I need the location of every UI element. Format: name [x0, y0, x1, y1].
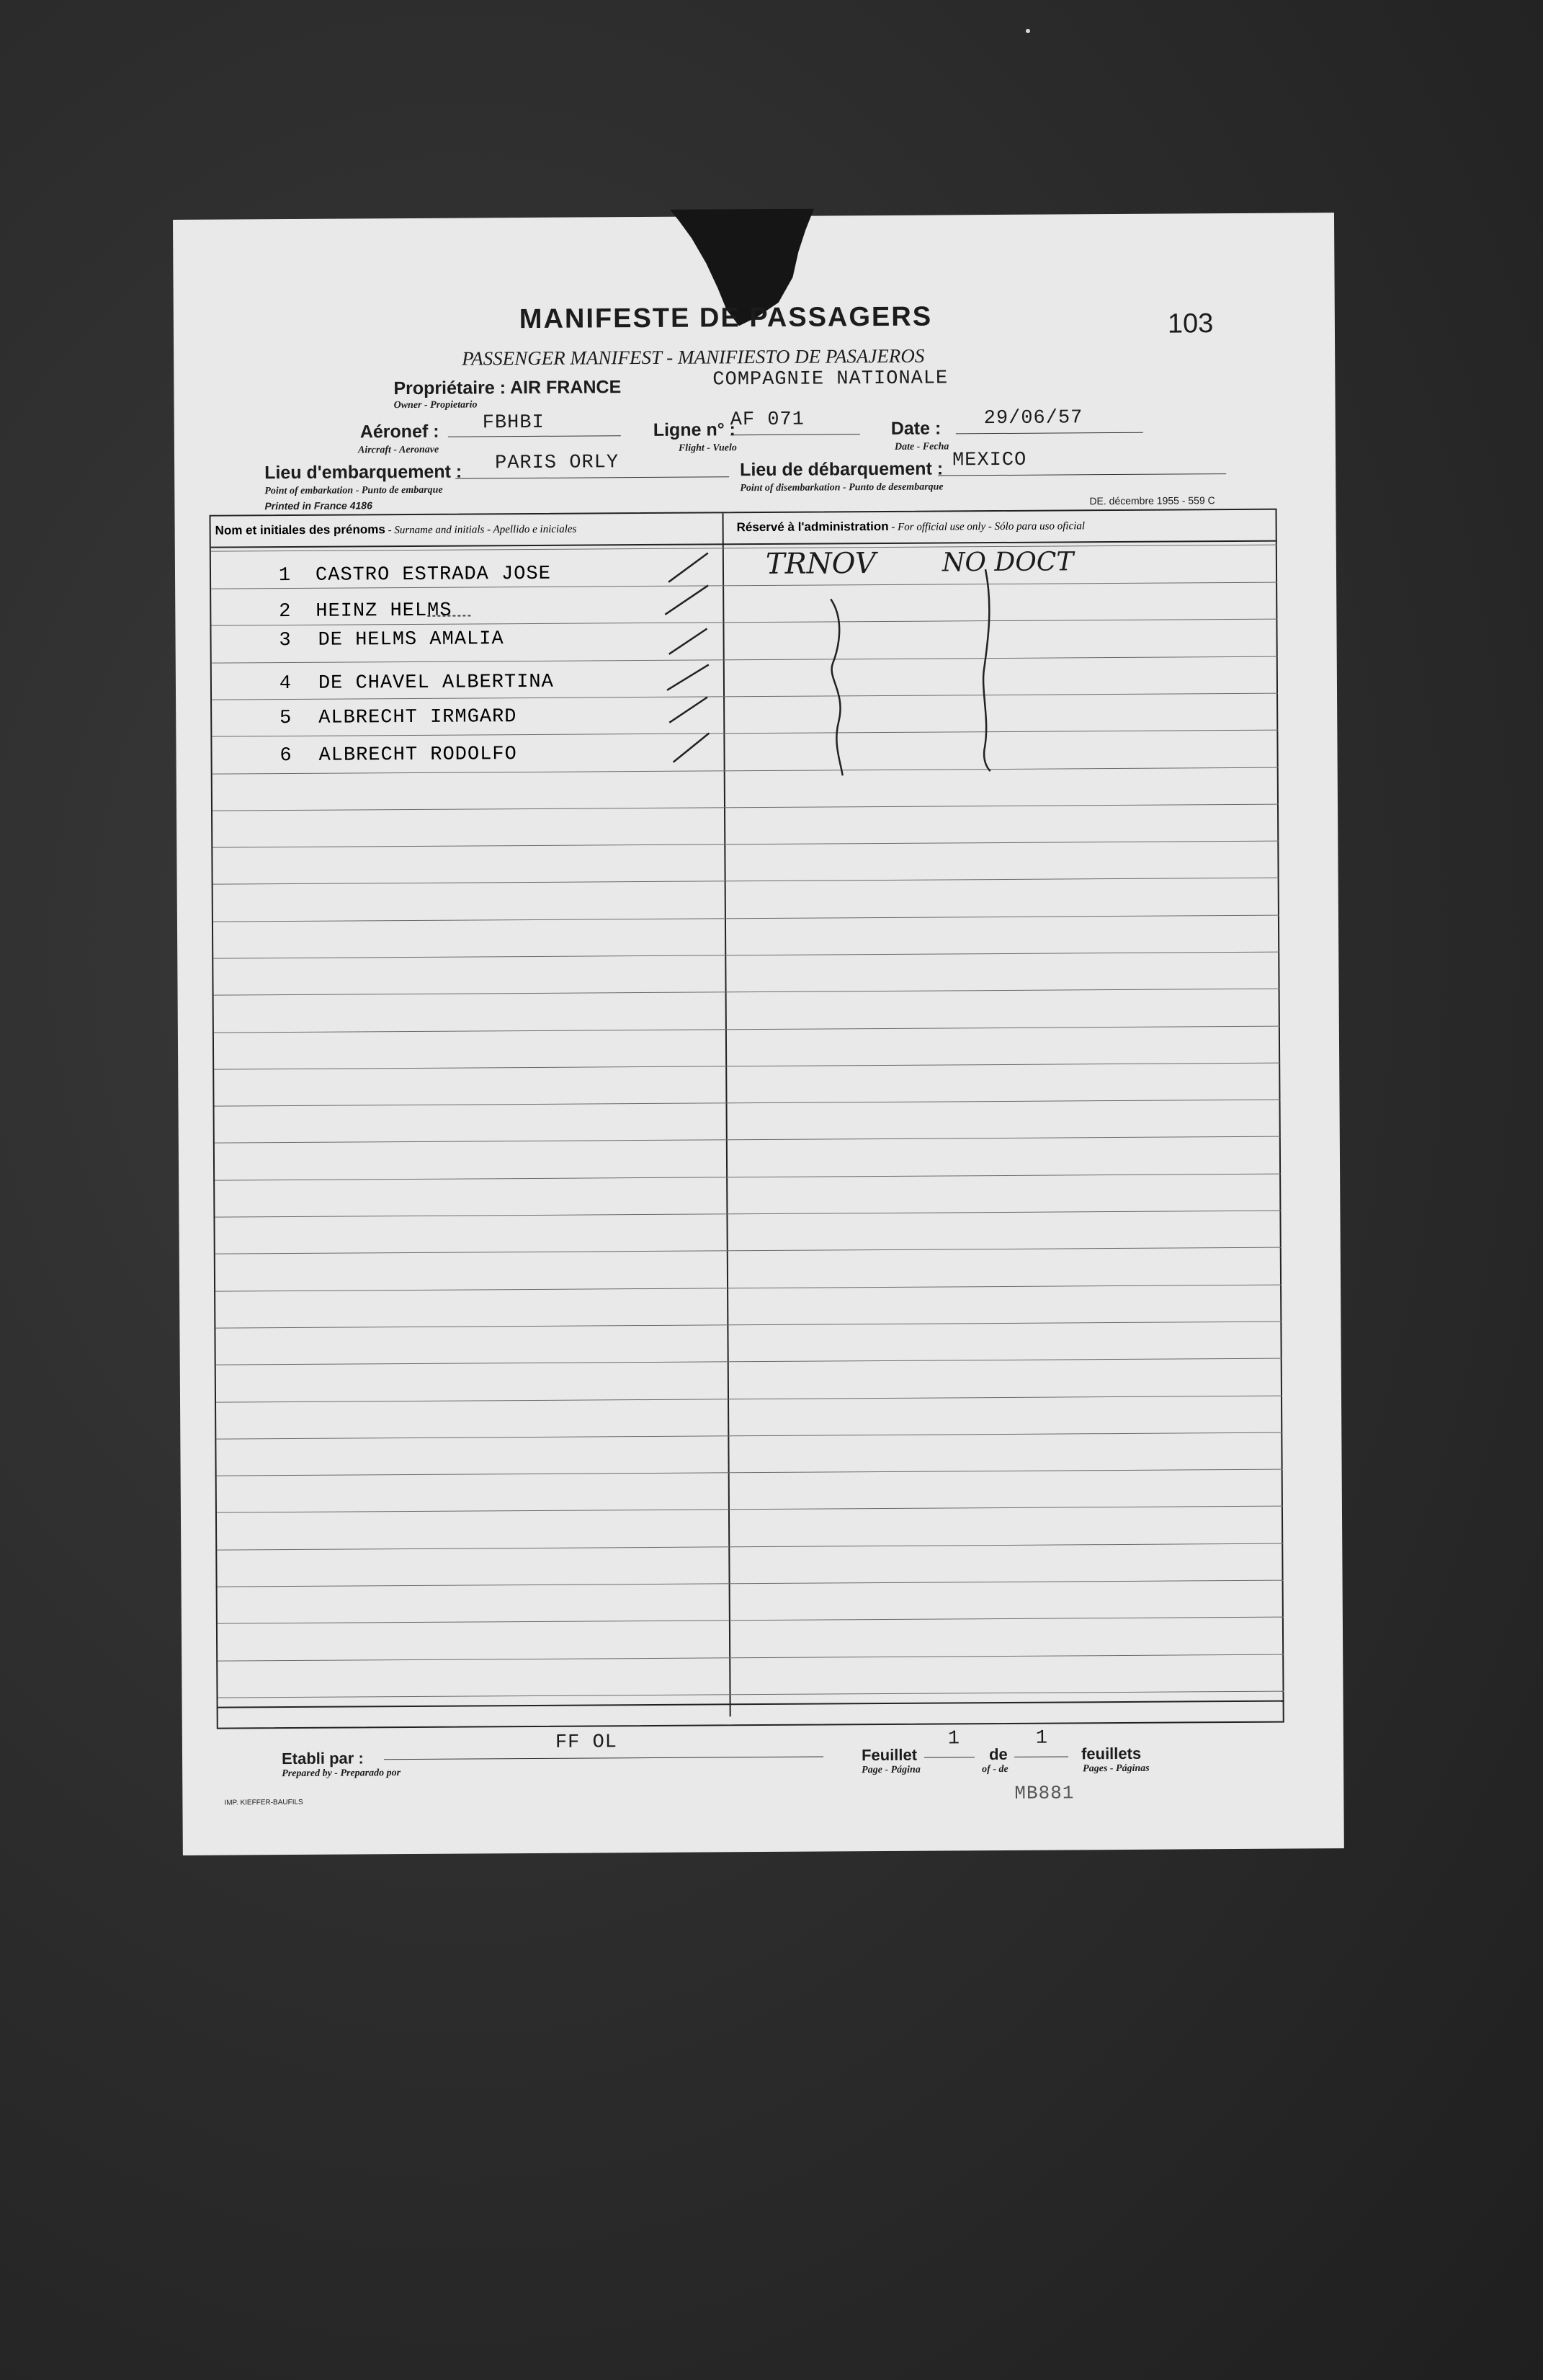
ruled-line — [215, 1285, 1282, 1292]
flight-label: Ligne n° : — [653, 419, 736, 440]
manifest-sheet — [173, 213, 1344, 1855]
ruled-line — [216, 1432, 1282, 1440]
owner-label: Propriétaire : AIR FRANCE — [393, 377, 622, 399]
sheet-label: Feuillet — [861, 1745, 918, 1765]
ruled-line — [215, 1211, 1281, 1218]
passenger-name: DE CHAVEL ALBERTINA — [318, 671, 554, 695]
passenger-name: DE HELMS AMALIA — [318, 628, 504, 651]
embarkation-label: Lieu d'embarquement : — [264, 461, 462, 483]
ruled-line — [215, 1174, 1281, 1181]
ruled-line — [214, 1063, 1280, 1070]
ruled-line — [213, 841, 1279, 848]
date-label: Date : — [890, 418, 942, 439]
embarkation-value: PARIS ORLY — [494, 452, 620, 475]
aircraft-label: Aéronef : — [359, 421, 439, 442]
ruled-line — [213, 952, 1279, 959]
ruled-line — [213, 804, 1279, 811]
ruled-line — [213, 767, 1279, 775]
passenger-number: 5 — [279, 708, 292, 730]
passenger-number: 2 — [279, 601, 291, 623]
passenger-number: 4 — [279, 673, 292, 695]
passenger-name: ALBRECHT IRMGARD — [318, 706, 517, 729]
passenger-name: CASTRO ESTRADA JOSE — [315, 563, 551, 587]
owner-sublabel: Owner - Propietario — [393, 399, 478, 411]
disembarkation-sublabel: Point of disembarkation - Punto de desembarque — [740, 481, 944, 494]
of-label: de — [988, 1744, 1008, 1764]
ruled-line — [215, 1247, 1282, 1254]
ruled-line — [216, 1396, 1282, 1403]
owner-value: COMPAGNIE NATIONALE — [712, 367, 949, 391]
sheets-label: feuillets — [1081, 1744, 1142, 1763]
prepared-by-sublabel: Prepared by - Preparado por — [282, 1768, 401, 1780]
ruled-line — [218, 1580, 1284, 1587]
prepared-by-value: FF OL — [555, 1731, 618, 1754]
flight-value: AF 071 — [730, 409, 805, 432]
passenger-number: 3 — [279, 630, 291, 652]
right-column-header: Réservé à l'administration - For official use only - Sólo para uso oficial — [736, 519, 1086, 535]
flight-sublabel: Flight - Vuelo — [678, 442, 737, 454]
document-title: MANIFESTE DE PASSAGERS — [519, 301, 933, 335]
microfilm-stamp: MB881 — [1014, 1782, 1075, 1804]
ruled-line — [215, 1322, 1282, 1329]
ruled-line — [212, 730, 1278, 737]
ruled-line — [218, 1654, 1284, 1662]
prepared-by-label: Etabli par : — [281, 1749, 364, 1768]
aircraft-sublabel: Aircraft - Aeronave — [357, 444, 439, 456]
disembarkation-value: MEXICO — [952, 449, 1027, 472]
page-sublabel: Page - Página — [862, 1764, 921, 1776]
ruled-line — [217, 1469, 1283, 1476]
of-value: 1 — [1035, 1727, 1049, 1750]
ruled-line — [216, 1358, 1282, 1365]
ruled-line — [213, 878, 1279, 885]
ruled-line — [214, 989, 1280, 996]
ruled-line — [218, 1691, 1284, 1698]
embarkation-sublabel: Point of embarkation - Punto de embarque — [264, 484, 443, 497]
film-speck — [1026, 29, 1030, 33]
date-sublabel: Date - Fecha — [894, 441, 949, 453]
ruled-line — [215, 1100, 1281, 1107]
aircraft-value: FBHBI — [482, 411, 545, 434]
of-sublabel: of - de — [982, 1763, 1008, 1775]
ruled-line — [215, 1136, 1281, 1144]
passenger-name: HEINZ HELMS — [316, 600, 452, 623]
page-number: 103 — [1167, 308, 1214, 339]
column-divider — [723, 513, 731, 1716]
passenger-table — [210, 509, 1284, 1729]
form-code: DE. décembre 1955 - 559 C — [1089, 494, 1215, 507]
passenger-number: 1 — [278, 565, 291, 587]
ruled-line — [212, 656, 1278, 664]
official-note: NO DOCT — [942, 547, 1074, 578]
printer-imprint: IMP. KIEFFER-BAUFILS — [224, 1798, 303, 1807]
ruled-line — [213, 915, 1279, 922]
sheet-value: 1 — [947, 1728, 961, 1750]
pages-sublabel: Pages - Páginas — [1083, 1762, 1150, 1775]
left-column-header: Nom et initiales des prénoms - Surname and initials - Apellido e iniciales — [215, 522, 577, 538]
date-value: 29/06/57 — [983, 407, 1083, 430]
official-note: TRNOV — [765, 547, 876, 581]
printed-in: Printed in France 4186 — [264, 499, 372, 512]
ruled-line — [217, 1506, 1283, 1513]
disembarkation-label: Lieu de débarquement : — [740, 458, 944, 481]
ruled-line — [218, 1617, 1284, 1624]
passenger-name: ALBRECHT RODOLFO — [318, 744, 517, 767]
ruled-line — [217, 1543, 1283, 1551]
passenger-number: 6 — [279, 745, 292, 767]
document-subtitle: PASSENGER MANIFEST - MANIFIESTO DE PASAJEROS — [462, 344, 925, 370]
ruled-line — [214, 1026, 1280, 1033]
